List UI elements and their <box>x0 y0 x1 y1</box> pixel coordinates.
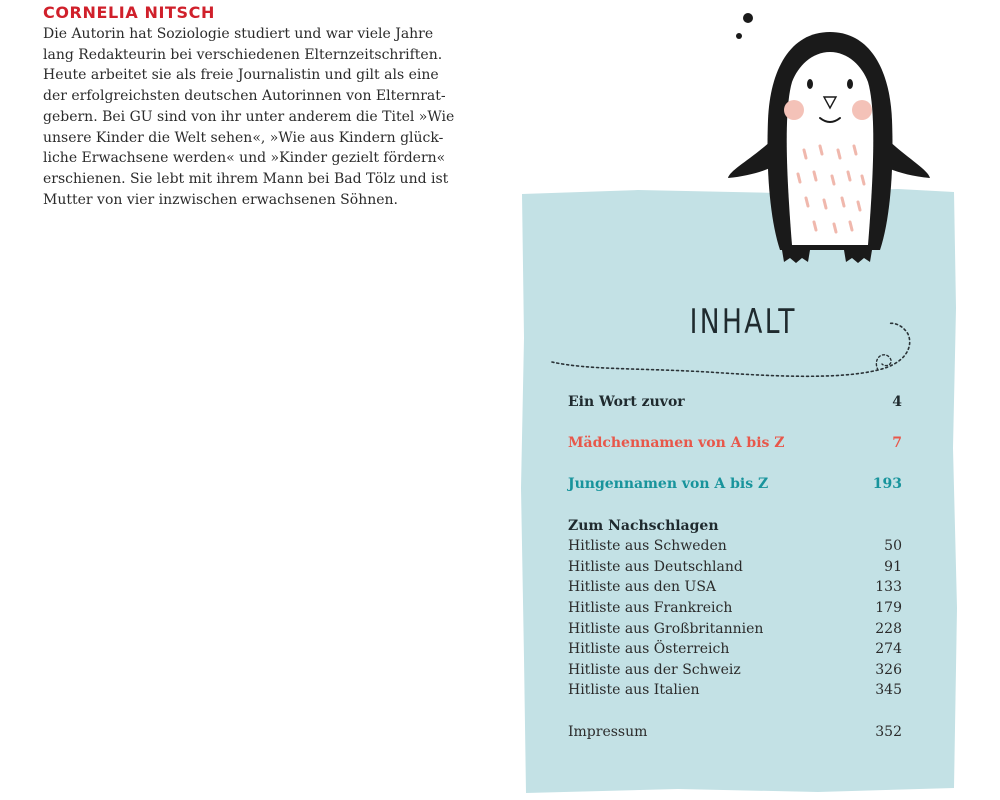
toc-entry-title: Hitliste aus Deutschland <box>568 558 743 575</box>
toc-entry-page: 193 <box>872 476 902 493</box>
toc-entry-intro[interactable] <box>568 394 902 415</box>
author-bio <box>43 24 455 210</box>
bio-line: liche Erwachsene werden« und »Kinder gezielt fördern« <box>43 150 446 167</box>
toc-entry-title: Hitliste aus Schweden <box>568 538 727 555</box>
bio-line: Mutter von vier inzwischen erwachsenen Söhnen. <box>43 191 398 208</box>
bio-line: erschienen. Sie lebt mit ihrem Mann bei Bad Tölz und ist <box>43 170 449 187</box>
bio-line: gebern. Bei GU sind von ihr unter anderem die Titel »Wie <box>43 108 455 125</box>
toc-entry-page: 50 <box>884 538 902 555</box>
toc-entry-page: 345 <box>875 682 902 699</box>
toc-entry-great-britain[interactable] <box>568 621 902 642</box>
toc-entry-page: 352 <box>875 723 902 740</box>
thought-dot-small-icon <box>736 33 742 39</box>
toc-entry-imprint[interactable] <box>568 724 902 745</box>
toc-entry-switzerland[interactable] <box>568 662 902 683</box>
toc-entry-title: Hitliste aus den USA <box>568 579 717 596</box>
toc-list <box>568 394 902 744</box>
thought-dot-large-icon <box>743 13 753 23</box>
toc-entry-title: Hitliste aus Österreich <box>568 641 730 658</box>
toc-entry-title: Mädchennamen von A bis Z <box>568 435 785 452</box>
penguin-illustration <box>720 0 940 270</box>
bio-line: Die Autorin hat Soziologie studiert und war viele Jahre <box>43 26 434 42</box>
toc-entry-boys-names[interactable] <box>568 476 902 497</box>
toc-section-reference <box>568 518 902 539</box>
toc-entry-page: 91 <box>884 558 902 575</box>
decorative-swirl-icon <box>548 318 918 383</box>
toc-section-title: Zum Nachschlagen <box>568 517 719 534</box>
toc-entry-page: 133 <box>875 579 902 596</box>
bio-line: lang Redakteurin bei verschiedenen Elternzeitschriften. <box>43 46 443 63</box>
toc-entry-page: 274 <box>875 641 902 658</box>
toc-entry-title: Hitliste aus Frankreich <box>568 599 733 616</box>
toc-entry-title: Jungennamen von A bis Z <box>568 476 769 493</box>
toc-entry-france[interactable] <box>568 600 902 621</box>
toc-entry-title: Hitliste aus Großbritannien <box>568 620 764 637</box>
toc-entry-title: Impressum <box>568 723 648 740</box>
bio-line: Heute arbeitet sie als freie Journalistin und gilt als eine <box>43 67 439 84</box>
bio-line: der erfolgreichsten deutschen Autorinnen von Elternrat- <box>43 88 446 105</box>
author-name: CORNELIA NITSCH <box>43 3 215 22</box>
toc-entry-title: Hitliste aus der Schweiz <box>568 661 741 678</box>
toc-entry-austria[interactable] <box>568 641 902 662</box>
toc-entry-title: Ein Wort zuvor <box>568 394 685 410</box>
toc-entry-page: 179 <box>875 599 902 616</box>
toc-entry-page: 7 <box>892 435 902 452</box>
toc-entry-italy[interactable] <box>568 682 902 703</box>
toc-entry-title: Hitliste aus Italien <box>568 682 700 699</box>
bio-line: unsere Kinder die Welt sehen«, »Wie aus Kindern glück- <box>43 129 444 146</box>
toc-entry-page: 326 <box>875 661 902 678</box>
toc-entry-sweden[interactable] <box>568 538 902 559</box>
toc-entry-usa[interactable] <box>568 579 902 600</box>
toc-heading: INHALT <box>689 302 797 342</box>
toc-entry-girls-names[interactable] <box>568 435 902 456</box>
toc-entry-page: 4 <box>892 394 902 410</box>
toc-entry-page: 228 <box>875 620 902 637</box>
toc-entry-germany[interactable] <box>568 559 902 580</box>
